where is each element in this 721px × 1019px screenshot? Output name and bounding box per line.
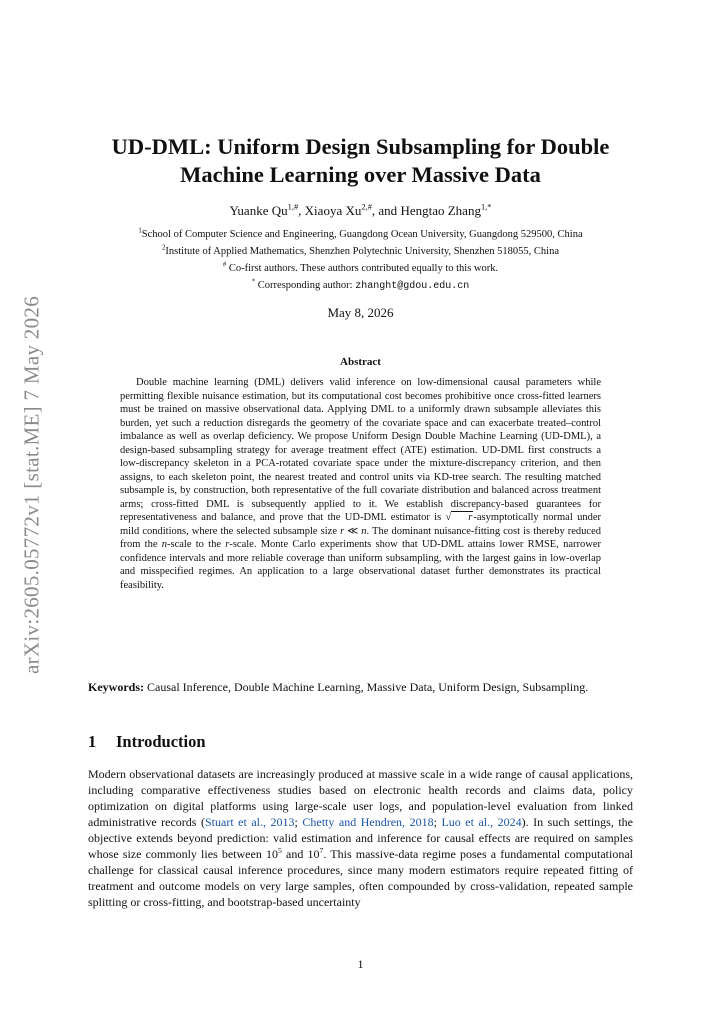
citation-stuart-2013[interactable]: Stuart et al., 2013 [205,815,295,829]
citation-luo-2024[interactable]: Luo et al., 2024 [441,815,522,829]
author-1-marker: 1,# [287,201,299,212]
abstract-body [120,376,601,592]
corresponding-marker: * [251,278,256,286]
affiliation-2 [88,245,633,259]
abstract-text: -scale to the [167,539,226,550]
author-2: Xiaoya Xu [304,203,362,218]
much-less-symbol: ≪ [344,525,362,537]
page-number: 1 [357,957,364,971]
paper-date: May 8, 2026 [327,305,394,320]
co-first-note [88,262,633,276]
keywords [88,679,633,695]
citation-separator: ; [294,815,303,829]
author-1: Yuanke Qu [229,203,288,218]
var-n: n [161,539,167,550]
title-line-2: Machine Learning over Massive Data [180,162,541,187]
author-3: Hengtao Zhang [400,203,481,218]
intro-text: Modern observational datasets are increasingly produced at massive scale in a wide range of causal applications, including comparative effectiveness studies based on electronic health records and claims data, policy optimization on digital platforms using large-scale user logs, and population-level evaluation from linked administrative records ( [88,767,633,829]
arxiv-identifier: arXiv:2605.05772v1 [stat.ME] 7 May 2026 [19,296,44,674]
abstract-text: . The dominant nuisance-fitting cost is thereby reduced from the [120,525,601,550]
co-first-marker: # [222,261,227,269]
affiliation-1-marker: 1 [138,227,142,235]
intro-text: ). In such settings, the objective extends beyond prediction: valid estimation and inference for causal effects are required on samples whose size commonly lies between 10 [88,815,634,861]
corresponding-author-note [88,279,633,294]
title-line-1: UD-DML: Uniform Design Subsampling for Double [111,134,610,159]
section-number: 1 [88,732,97,751]
intro-text: . This massive-data regime poses a fundamental computational challenge for classical causal inference procedures, since many modern estimators require repeated fitting of treatment and outcome models on very large samples, often compounded by cross-validation, repeated sample splitting or cross-fitting, and bootstrap-based uncertainty [88,847,633,909]
author-3-marker: 1,* [480,201,492,212]
keywords-text: Causal Inference, Double Machine Learning, Massive Data, Uniform Design, Subsampling. [144,680,589,694]
section-heading-introduction [88,732,206,752]
co-first-text: Co-first authors. These authors contributed equally to this work. [226,263,499,274]
abstract-text: -scale. Monte Carlo experiments show that UD-DML attains lower RMSE, narrower confidence intervals and more reliable coverage than uniform subsampling, with the largest gains in low-overlap and misspecified regimes. An application to a large observational dataset further demonstrates its practical feasibility. [120,539,601,591]
affiliation-1 [88,228,633,242]
sqrt-symbol: √ [445,512,452,523]
author-2-marker: 2,# [361,201,372,212]
intro-text: and 10 [281,847,320,861]
var-n: n [361,525,367,537]
keywords-label: Keywords: [88,680,144,694]
arxiv-sidebar-stamp [12,290,52,680]
var-r: r [468,512,473,523]
author-list [88,203,633,219]
corresponding-email[interactable]: zhanght@gdou.edu.cn [355,281,470,292]
paper-title [88,133,633,189]
citation-separator: ; [433,815,442,829]
affiliation-2-text: Institute of Applied Mathematics, Shenzhen Polytechnic University, Shenzhen 518055, China [165,246,559,257]
section-title: Introduction [116,732,206,751]
abstract-heading: Abstract [340,356,381,368]
var-r: r [225,539,230,550]
exponent: 5 [277,846,282,855]
author-separator: , and [371,203,401,218]
affiliation-1-text: School of Computer Science and Engineering, Guangdong Ocean University, Guangdong 529500, China [141,229,583,240]
citation-chetty-hendren-2018[interactable]: Chetty and Hendren, 2018 [302,815,434,829]
abstract-text: -asymptotically normal under mild conditions, where the selected subsample size [120,512,601,537]
sqrt-r [451,511,473,523]
author-separator: , [298,203,305,218]
introduction-paragraph [88,766,633,910]
affiliation-2-marker: 2 [162,244,166,252]
var-r: r [340,525,345,537]
exponent: 7 [319,846,324,855]
abstract-text: Double machine learning (DML) delivers valid inference on low-dimensional causal parameters while permitting flexible nuisance estimation, but its computational cost becomes prohibitive once cross-fitted learners must be trained on massive observational data. Applying DML to a uniformly drawn subsample alleviates this burden, yet such a reduction disregards the geometry of the covariate space and can exacerbate treated–control imbalance as well as overlap deficiency. We propose Uniform Design Double Machine Learning (UD-DML), a design-based subsampling strategy for average treatment effect (ATE) estimation. UD-DML first constructs a low-discrepancy skeleton in a PCA-rotated covariate space under the mixture-discrepancy criterion, and then assigns, to each skeleton point, the nearest treated and control units via KD-tree search. The resulting matched subsample is, by construction, both representative of the full covariate distribution and balanced across treatment arms; cross-fitted DML is subsequently applied to it. We establish discrepancy-based guarantees for representativeness and balance, and prove that the UD-DML estimator is [120,377,601,523]
corresponding-text: Corresponding author: [255,280,356,291]
